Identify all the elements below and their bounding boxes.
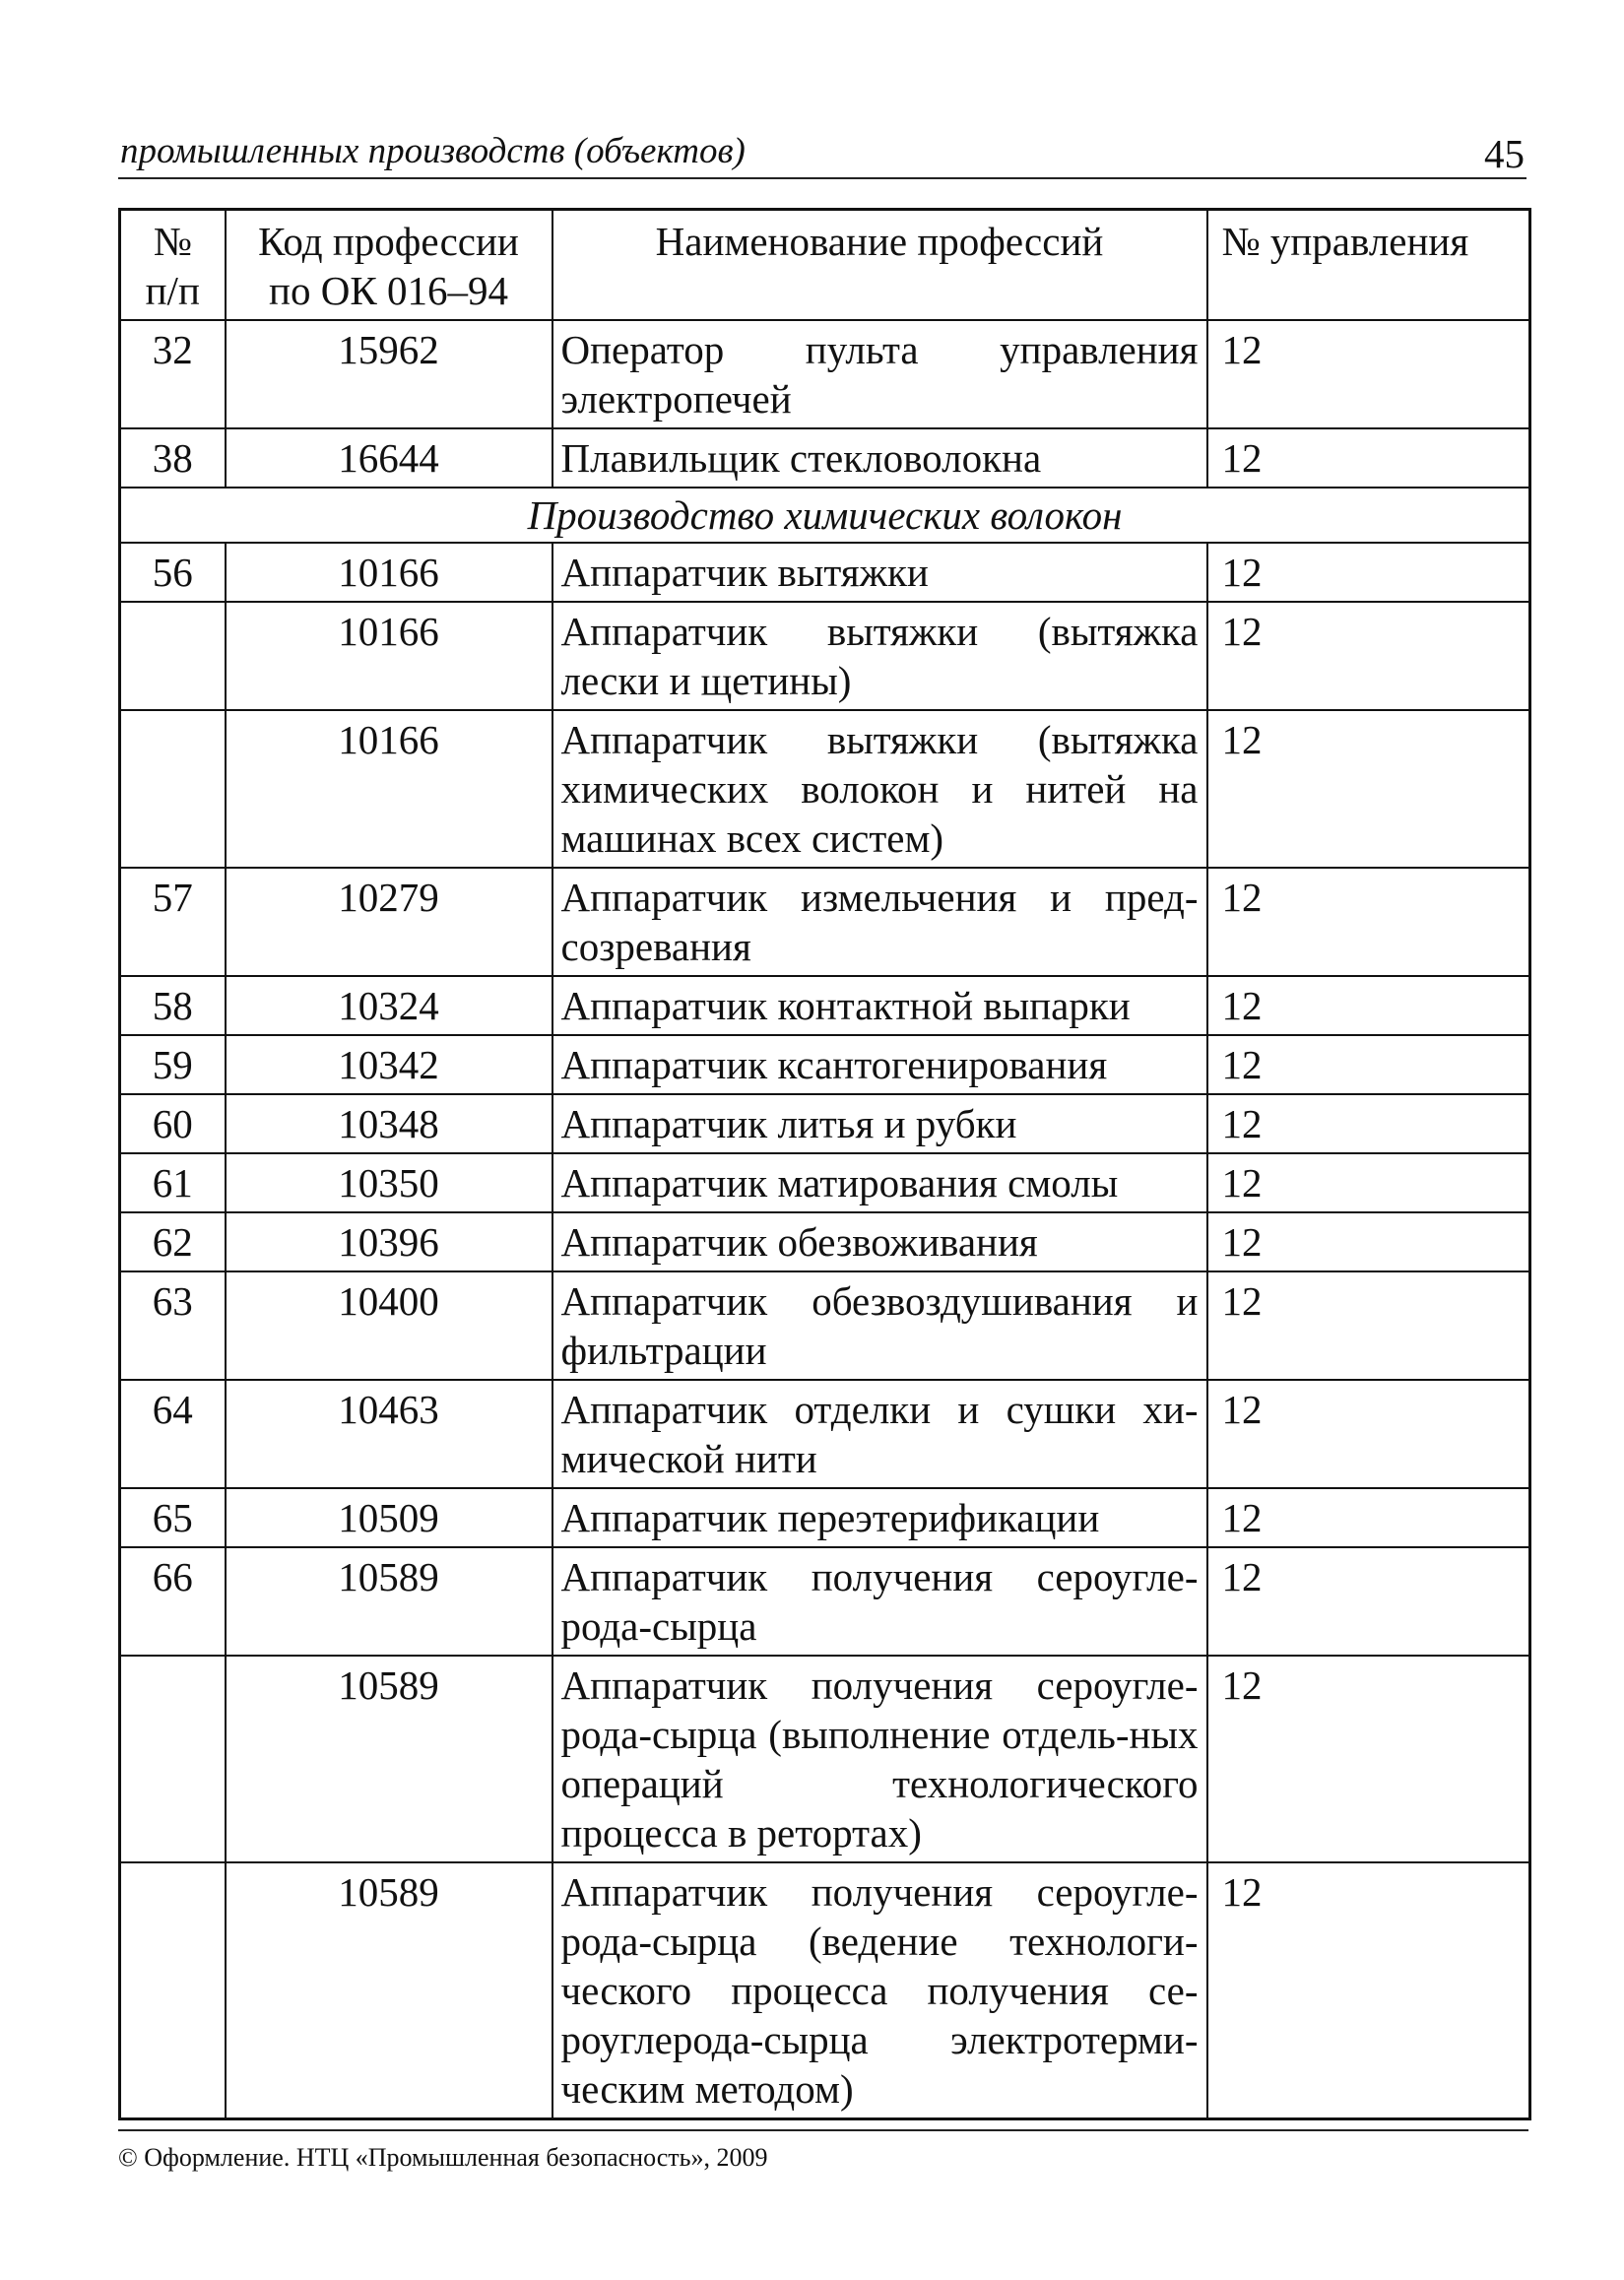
cell-mgmt: 12 xyxy=(1207,1153,1530,1212)
cell-name: Аппаратчик переэтерификации xyxy=(552,1488,1207,1547)
cell-name: Оператор пульта управления электропечей xyxy=(552,320,1207,428)
table-body-after xyxy=(120,543,1530,2119)
table-row xyxy=(120,1547,1530,1656)
cell-mgmt: 12 xyxy=(1207,320,1530,428)
cell-code: 10324 xyxy=(226,976,552,1035)
cell-code: 10166 xyxy=(226,710,552,868)
table-row xyxy=(120,1862,1530,2119)
cell-name: Аппаратчик получения сероугле-рода-сырца xyxy=(552,1547,1207,1656)
cell-num: 38 xyxy=(120,428,226,488)
cell-num xyxy=(120,1862,226,2119)
cell-num: 66 xyxy=(120,1547,226,1656)
footer-copyright: © Оформление. НТЦ «Промышленная безопасность», 2009 xyxy=(118,2143,768,2172)
table-row xyxy=(120,1380,1530,1488)
cell-name: Аппаратчик обезвоздушивания и фильтрации xyxy=(552,1271,1207,1380)
cell-name: Аппаратчик вытяжки xyxy=(552,543,1207,602)
section-row xyxy=(120,488,1530,543)
cell-mgmt: 12 xyxy=(1207,1488,1530,1547)
table-row xyxy=(120,602,1530,710)
cell-code: 16644 xyxy=(226,428,552,488)
cell-name: Аппаратчик обезвоживания xyxy=(552,1212,1207,1271)
cell-name: Аппаратчик контактной выпарки xyxy=(552,976,1207,1035)
table-row xyxy=(120,868,1530,976)
cell-num xyxy=(120,710,226,868)
cell-code: 10166 xyxy=(226,543,552,602)
cell-code: 10348 xyxy=(226,1094,552,1153)
cell-code: 15962 xyxy=(226,320,552,428)
cell-num: 32 xyxy=(120,320,226,428)
page-number: 45 xyxy=(1484,131,1525,176)
table-row xyxy=(120,710,1530,868)
professions-table xyxy=(118,208,1531,2120)
table-body-before xyxy=(120,320,1530,488)
cell-mgmt: 12 xyxy=(1207,1862,1530,2119)
column-header-num xyxy=(120,210,226,321)
cell-mgmt: 12 xyxy=(1207,1094,1530,1153)
cell-num: 56 xyxy=(120,543,226,602)
cell-code: 10396 xyxy=(226,1212,552,1271)
cell-mgmt: 12 xyxy=(1207,1656,1530,1862)
cell-name: Аппаратчик вытяжки (вытяжка химических волокон и нитей на машинах всех систем) xyxy=(552,710,1207,868)
cell-num: 58 xyxy=(120,976,226,1035)
cell-num: 60 xyxy=(120,1094,226,1153)
cell-name: Аппаратчик отделки и сушки хи-мической нити xyxy=(552,1380,1207,1488)
cell-num: 61 xyxy=(120,1153,226,1212)
cell-code: 10342 xyxy=(226,1035,552,1094)
cell-mgmt: 12 xyxy=(1207,1380,1530,1488)
cell-code: 10350 xyxy=(226,1153,552,1212)
cell-name: Аппаратчик получения сероугле-рода-сырца (ведение технологи-ческого процесса получения се-роуглерода-сырца электротерми-ческим методом) xyxy=(552,1862,1207,2119)
table-row xyxy=(120,1271,1530,1380)
cell-num: 57 xyxy=(120,868,226,976)
cell-code: 10400 xyxy=(226,1271,552,1380)
page-header xyxy=(118,126,1527,179)
cell-code: 10589 xyxy=(226,1656,552,1862)
cell-name: Аппаратчик литья и рубки xyxy=(552,1094,1207,1153)
cell-name: Аппаратчик вытяжки (вытяжка лески и щетины) xyxy=(552,602,1207,710)
cell-mgmt: 12 xyxy=(1207,1212,1530,1271)
table-row xyxy=(120,1035,1530,1094)
table-row xyxy=(120,1656,1530,1862)
cell-mgmt: 12 xyxy=(1207,1547,1530,1656)
cell-mgmt: 12 xyxy=(1207,428,1530,488)
cell-num: 62 xyxy=(120,1212,226,1271)
cell-name: Аппаратчик получения сероугле-рода-сырца (выполнение отдель-ных операций технологического процесса в ретортах) xyxy=(552,1656,1207,1862)
footer-divider xyxy=(118,2129,1528,2131)
column-header-name: Наименование профессий xyxy=(552,210,1207,321)
cell-name: Аппаратчик матирования смолы xyxy=(552,1153,1207,1212)
column-header-mgmt: № управления xyxy=(1207,210,1530,321)
cell-name: Аппаратчик измельчения и пред-созревания xyxy=(552,868,1207,976)
cell-mgmt: 12 xyxy=(1207,602,1530,710)
cell-name: Плавильщик стекловолокна xyxy=(552,428,1207,488)
table-row xyxy=(120,1094,1530,1153)
cell-mgmt: 12 xyxy=(1207,1035,1530,1094)
table-row xyxy=(120,1488,1530,1547)
table-row xyxy=(120,543,1530,602)
cell-num: 59 xyxy=(120,1035,226,1094)
table-row xyxy=(120,320,1530,428)
column-header-code-line1: Код профессии xyxy=(258,219,519,264)
cell-code: 10279 xyxy=(226,868,552,976)
cell-code: 10166 xyxy=(226,602,552,710)
table-row xyxy=(120,1153,1530,1212)
table-section xyxy=(120,488,1530,543)
cell-code: 10589 xyxy=(226,1862,552,2119)
cell-num xyxy=(120,602,226,710)
column-header-num-line2: п/п xyxy=(145,268,200,313)
cell-mgmt: 12 xyxy=(1207,710,1530,868)
cell-mgmt: 12 xyxy=(1207,868,1530,976)
cell-num: 63 xyxy=(120,1271,226,1380)
table-row xyxy=(120,428,1530,488)
column-header-code xyxy=(226,210,552,321)
cell-mgmt: 12 xyxy=(1207,976,1530,1035)
running-title: промышленных производств (объектов) xyxy=(120,131,746,171)
cell-code: 10509 xyxy=(226,1488,552,1547)
table-row xyxy=(120,976,1530,1035)
column-header-num-line1: № xyxy=(153,219,192,264)
section-title: Производство химических волокон xyxy=(120,488,1530,543)
table-row xyxy=(120,1212,1530,1271)
cell-mgmt: 12 xyxy=(1207,543,1530,602)
cell-name: Аппаратчик ксантогенирования xyxy=(552,1035,1207,1094)
table-header-row xyxy=(120,210,1530,321)
cell-mgmt: 12 xyxy=(1207,1271,1530,1380)
cell-num xyxy=(120,1656,226,1862)
cell-code: 10589 xyxy=(226,1547,552,1656)
cell-num: 65 xyxy=(120,1488,226,1547)
cell-num: 64 xyxy=(120,1380,226,1488)
column-header-code-line2: по ОК 016–94 xyxy=(269,268,508,313)
cell-code: 10463 xyxy=(226,1380,552,1488)
